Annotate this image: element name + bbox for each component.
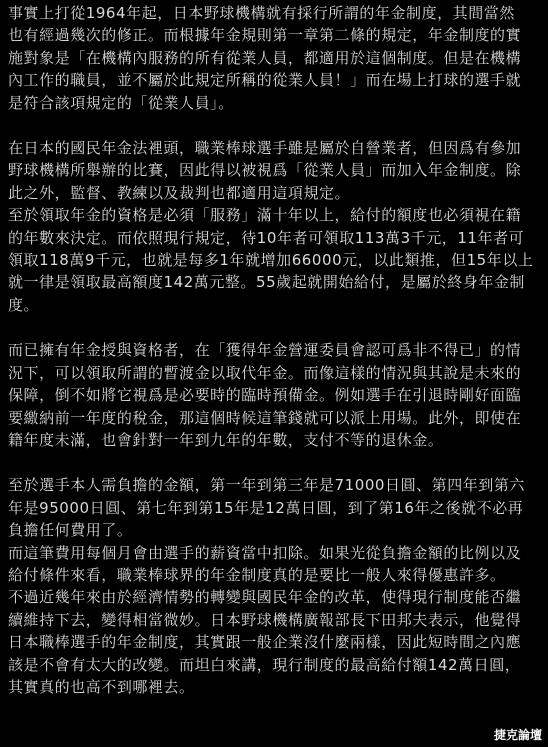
paragraph-contributions bbox=[8, 474, 544, 698]
text-line: 續維持下去，變得相當微妙。日本野球機構廣報部長下田邦夫表示，他覺得 bbox=[8, 610, 522, 629]
text-line: 領取118萬9千元，也就是每多1年就增加66000元，以此類推，但15年以上 bbox=[8, 251, 534, 270]
text-line: 而這筆費用每個月會由選手的薪資當中扣除。如果光從負擔金額的比例以及 bbox=[8, 543, 522, 562]
text-line: 其實真的也高不到哪裡去。 bbox=[8, 677, 195, 696]
text-line: 事實上打從1964年起，日本野球機構就有採行所謂的年金制度，其間當然 bbox=[8, 4, 515, 22]
text-line: 要繳納前一年度的稅金，那這個時候這筆錢就可以派上用場。此外，即使在 bbox=[8, 408, 522, 427]
text-line: 籍年度未滿，也會針對一年到九年的年數，支付不等的退休金。 bbox=[8, 430, 444, 449]
text-line: 而已擁有年金授與資格者，在「獲得年金營運委員會認可爲非不得已」的情 bbox=[8, 341, 522, 360]
text-line: 至於領取年金的資格是必須「服務」滿十年以上，給付的額度也必須視在籍 bbox=[8, 206, 522, 225]
text-line: 日本職棒選手的年金制度，其實跟一般企業沒什麼兩樣，因此短時間之內應 bbox=[8, 633, 522, 652]
text-line: 該是不會有太大的改變。而坦白來講，現行制度的最高給付額142萬日圓， bbox=[8, 655, 521, 674]
forum-watermark: 捷克論壇 bbox=[493, 728, 542, 742]
text-line: 給付條件來看，職業棒球界的年金制度真的是要比一般人來得優惠許多。 bbox=[8, 565, 506, 584]
text-line: 不過近幾年來由於經濟情勢的轉變與國民年金的改革，使得現行制度能否繼 bbox=[8, 588, 522, 607]
text-line: 施對象是「在機構內服務的所有從業人員，都適用於這個制度。但是在機構 bbox=[8, 48, 522, 67]
text-line: 的年數來決定。而依照現行規定，待10年者可領取113萬3千元，11年者可 bbox=[8, 228, 525, 247]
paragraph-history bbox=[8, 2, 544, 114]
text-line: 就一律是領取最高額度142萬元整。55歲起就開始給付，是屬於終身年金制 bbox=[8, 273, 525, 292]
text-line: 在日本的國民年金法裡頭，職業棒球選手雖是屬於自營業者，但因爲有參加 bbox=[8, 139, 522, 158]
paragraph-gap bbox=[8, 114, 544, 137]
text-line: 野球機構所舉辦的比賽，因此得以被視爲「從業人員」而加入年金制度。除 bbox=[8, 161, 522, 180]
text-line: 負擔任何費用了。 bbox=[8, 521, 133, 540]
article-body bbox=[8, 2, 544, 698]
paragraph-gap bbox=[8, 316, 544, 339]
text-line: 年是95000日圓、第七年到第15年是12萬日圓，到了第16年之後就不必再 bbox=[8, 498, 524, 517]
text-line: 至於選手本人需負擔的金額，第一年到第三年是71000日圓、第四年到第六 bbox=[8, 476, 525, 495]
text-line: 此之外，監督、教練以及裁判也都適用這項規定。 bbox=[8, 183, 351, 202]
paragraph-advance-payment bbox=[8, 339, 544, 451]
text-line: 也有經過幾次的修正。而根據年金規則第一章第二條的規定，年金制度的實 bbox=[8, 26, 522, 45]
paragraph-eligibility bbox=[8, 137, 544, 316]
text-line: 度。 bbox=[8, 295, 40, 314]
text-line: 是符合該項規定的「從業人員」。 bbox=[8, 93, 234, 112]
text-line: 保障，倒不如將它視爲是必要時的臨時預備金。例如選手在引退時剛好面臨 bbox=[8, 386, 522, 405]
text-line: 內工作的職員，並不屬於此規定所稱的從業人員！」而在場上打球的選手就 bbox=[8, 71, 522, 90]
text-line: 況下，可以領取所謂的暫渡金以取代年金。而像這樣的情況與其說是未來的 bbox=[8, 363, 522, 382]
paragraph-gap bbox=[8, 451, 544, 474]
